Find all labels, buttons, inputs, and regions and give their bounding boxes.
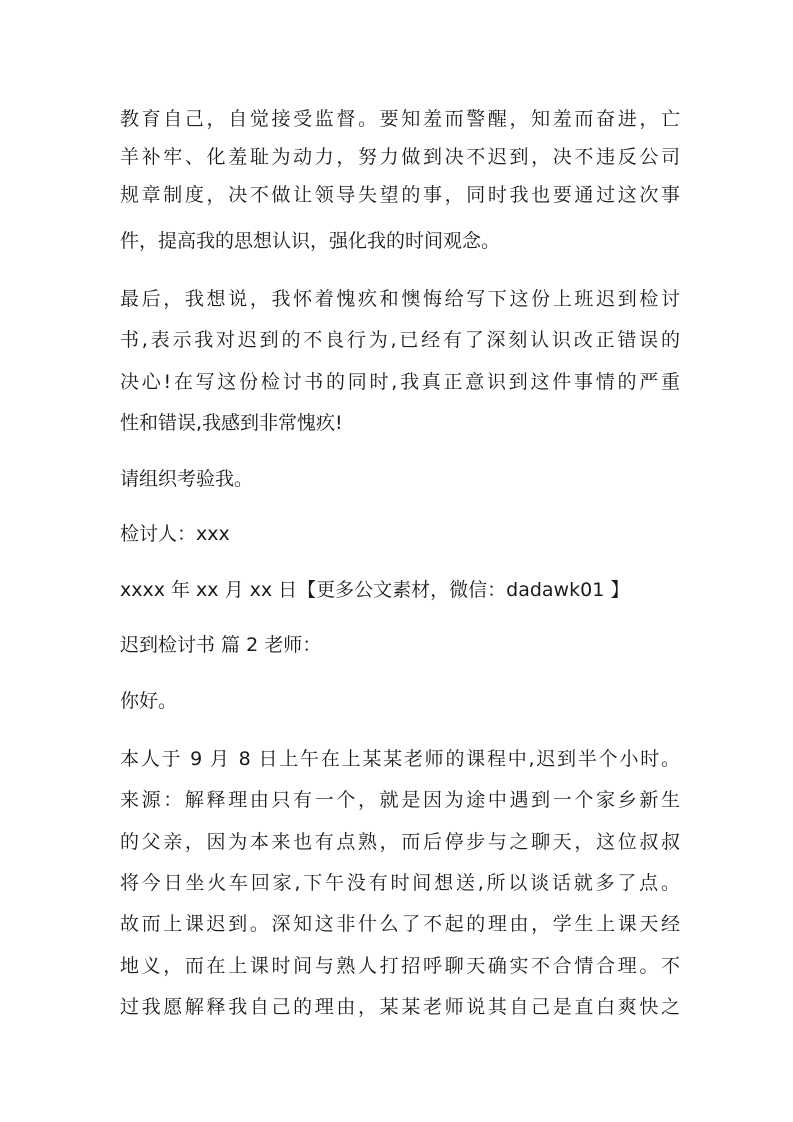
text-line: 过我愿解释我自己的理由，某某老师说其自己是直白爽快之: [120, 996, 680, 1018]
date-line: xxxx 年 xx 月 xx 日【更多公文素材，微信：dadawk01 】: [120, 579, 630, 601]
text-line: 件，提高我的思想认识，强化我的时间观念。: [120, 230, 501, 252]
text-line: 教育自己，自觉接受监督。要知羞而警醒，知羞而奋进，亡: [120, 108, 680, 130]
text-line: 将今日坐火车回家,下午没有时间想送,所以谈话就多了点。: [120, 872, 680, 894]
text-line: 故而上课迟到。深知这非什么了不起的理由，学生上课天经: [120, 913, 680, 935]
text-line: 决心!在写这份检讨书的同时,我真正意识到这件事情的严重: [120, 371, 680, 393]
text-line: 来源：解释理由只有一个，就是因为途中遇到一个家乡新生: [120, 789, 680, 811]
text-line: 本人于 9 月 8 日上午在上某某老师的课程中,迟到半个小时。: [120, 748, 680, 770]
text-line: 的父亲，因为本来也有点熟，而后停步与之聊天，这位叔叔: [120, 831, 680, 853]
text-line: 规章制度，决不做让领导失望的事，同时我也要通过这次事: [120, 184, 680, 206]
text-line: 羊补牢、化羞耻为动力，努力做到决不迟到，决不违反公司: [120, 146, 680, 168]
text-line: 书,表示我对迟到的不良行为,已经有了深刻认识改正错误的: [120, 329, 680, 351]
greeting-line: 你好。: [120, 690, 178, 712]
text-line: 地义，而在上课时间与熟人打招呼聊天确实不合情合理。不: [120, 955, 680, 977]
text-line: 性和错误,我感到非常愧疚!: [120, 412, 343, 434]
signatory-line: 检讨人：xxx: [120, 523, 230, 545]
section-heading: 迟到检讨书 篇 2 老师：: [120, 634, 322, 656]
text-line: 最后，我想说，我怀着愧疚和懊悔给写下这份上班迟到检讨: [120, 288, 680, 310]
text-line: 请组织考验我。: [120, 468, 254, 490]
